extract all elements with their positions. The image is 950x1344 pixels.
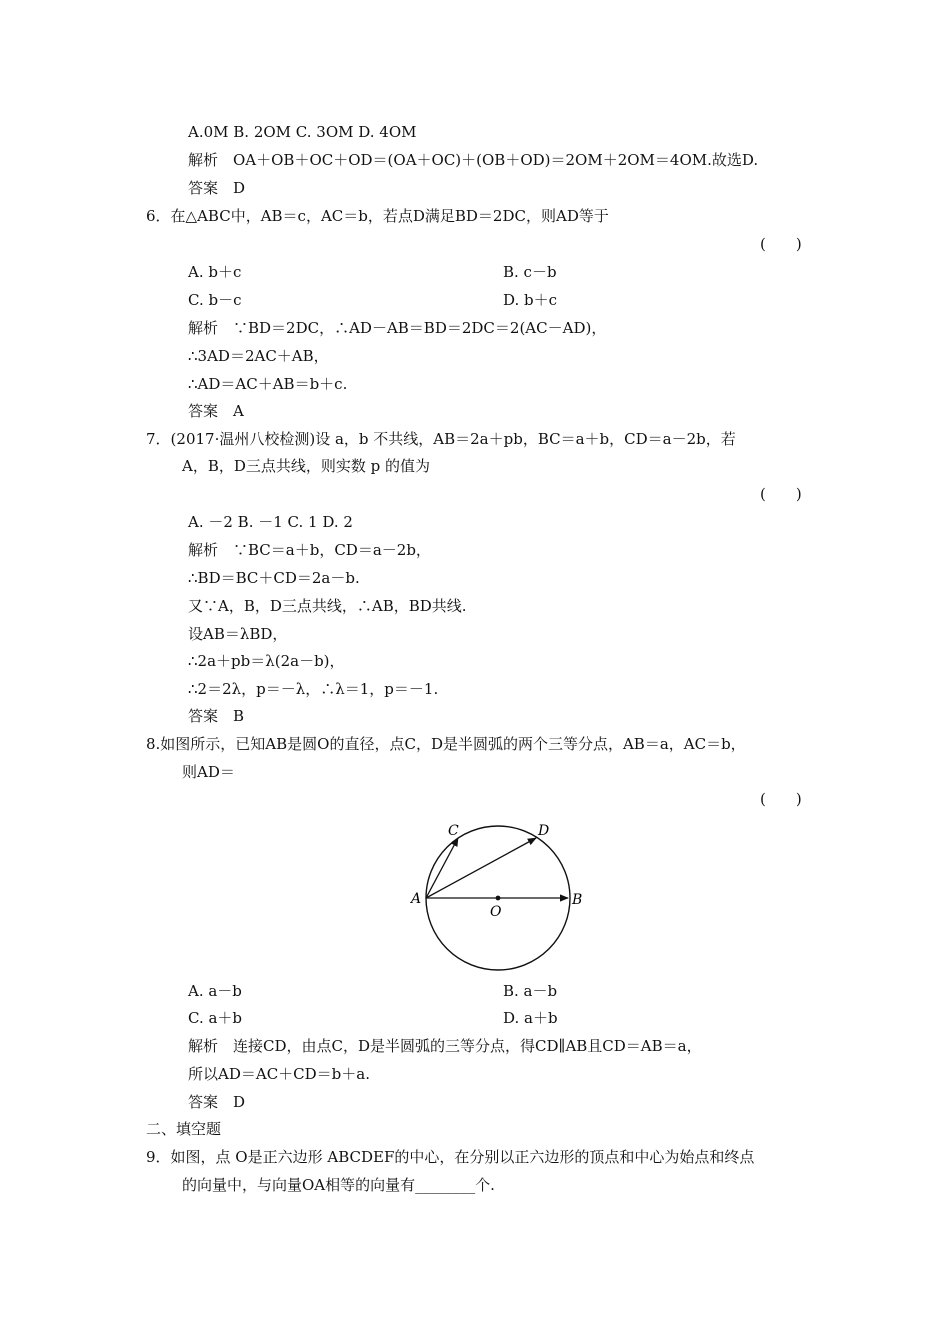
q6-answer: 答案 A	[188, 402, 244, 420]
q8-option-c: C. a＋b	[188, 1009, 243, 1027]
q7-analysis-line-4: 设AB＝λBD，	[188, 625, 288, 643]
q6-option-d: D. b＋c	[503, 291, 558, 309]
q6-stem: 6．在△ABC中，AB＝c，AC＝b，若点D满足BD＝2DC，则AD等于	[146, 207, 609, 225]
q6-answer-bracket: ( )	[760, 235, 802, 253]
q7-answer-bracket: ( )	[760, 485, 802, 503]
q7-analysis-line-2: ∴BD＝BC＋CD＝2a－b.	[188, 569, 360, 587]
q6-option-a: A. b＋c	[188, 263, 242, 281]
q7-analysis-line-1: 解析 ∵BC＝a＋b，CD＝a－2b，	[188, 541, 431, 559]
center-point	[496, 896, 501, 901]
q7-stem-line-1: 7．(2017·温州八校检测)设 a，b 不共线，AB＝2a＋pb，BC＝a＋b，CD＝a－2b，若	[146, 430, 736, 448]
q8-stem-line-2: 则AD＝	[182, 763, 235, 781]
q9-stem-line-1: 9．如图，点 O是正六边形 ABCDEF的中心，在分别以正六边形的顶点和中心为始点和终点	[146, 1148, 755, 1166]
q7-analysis-line-6: ∴2＝2λ，p＝－λ，∴λ＝1，p＝－1.	[188, 680, 439, 698]
q6-option-b: B. c－b	[503, 263, 557, 281]
label-b: B	[572, 892, 583, 908]
q8-option-b: B. a－b	[503, 982, 558, 1000]
q7-answer: 答案 B	[188, 707, 245, 725]
q8-stem-line-1: 8.如图所示，已知AB是圆O的直径，点C，D是半圆弧的两个三等分点，AB＝a，AC＝b，	[146, 735, 746, 753]
q8-answer-bracket: ( )	[760, 790, 802, 808]
q8-analysis-line-2: 所以AD＝AC＋CD＝b＋a.	[188, 1065, 370, 1083]
q6-option-c: C. b－c	[188, 291, 242, 309]
q5-answer: 答案 D	[188, 179, 246, 197]
q7-analysis-line-5: ∴2a＋pb＝λ(2a－b)，	[188, 652, 345, 670]
q8-option-d: D. a＋b	[503, 1009, 558, 1027]
q8-analysis-line-1: 解析 连接CD，由点C，D是半圆弧的三等分点，得CD∥AB且CD＝AB＝a，	[188, 1037, 702, 1055]
q6-analysis-line-2: ∴3AD＝2AC＋AB，	[188, 347, 329, 365]
q5-options: A.0M B. 2OM C. 3OM D. 4OM	[188, 123, 417, 141]
q6-analysis-line-3: ∴AD＝AC＋AB＝b＋c.	[188, 375, 348, 393]
label-a: A	[411, 891, 422, 907]
q7-analysis-line-3: 又∵A，B，D三点共线，∴AB，BD共线.	[188, 597, 467, 615]
label-c: C	[448, 823, 459, 839]
circle-vector-figure	[408, 818, 590, 974]
q9-stem-line-2: 的向量中，与向量OA相等的向量有________个.	[182, 1176, 495, 1194]
q6-analysis-line-1: 解析 ∵BD＝2DC，∴AD－AB＝BD＝2DC＝2(AC－AD)，	[188, 319, 607, 337]
q8-option-a: A. a－b	[188, 982, 242, 1000]
label-d: D	[538, 823, 550, 839]
section-heading-fill-in: 二、填空题	[146, 1120, 222, 1138]
q7-stem-line-2: A，B，D三点共线，则实数 p 的值为	[182, 457, 431, 475]
q5-analysis: 解析 OA＋OB＋OC＋OD＝(OA＋OC)＋(OB＋OD)＝2OM＋2OM＝4OM.故选D.	[188, 151, 759, 169]
label-o: O	[490, 904, 502, 920]
q7-options: A. －2 B. －1 C. 1 D. 2	[188, 513, 353, 531]
q8-answer: 答案 D	[188, 1093, 246, 1111]
